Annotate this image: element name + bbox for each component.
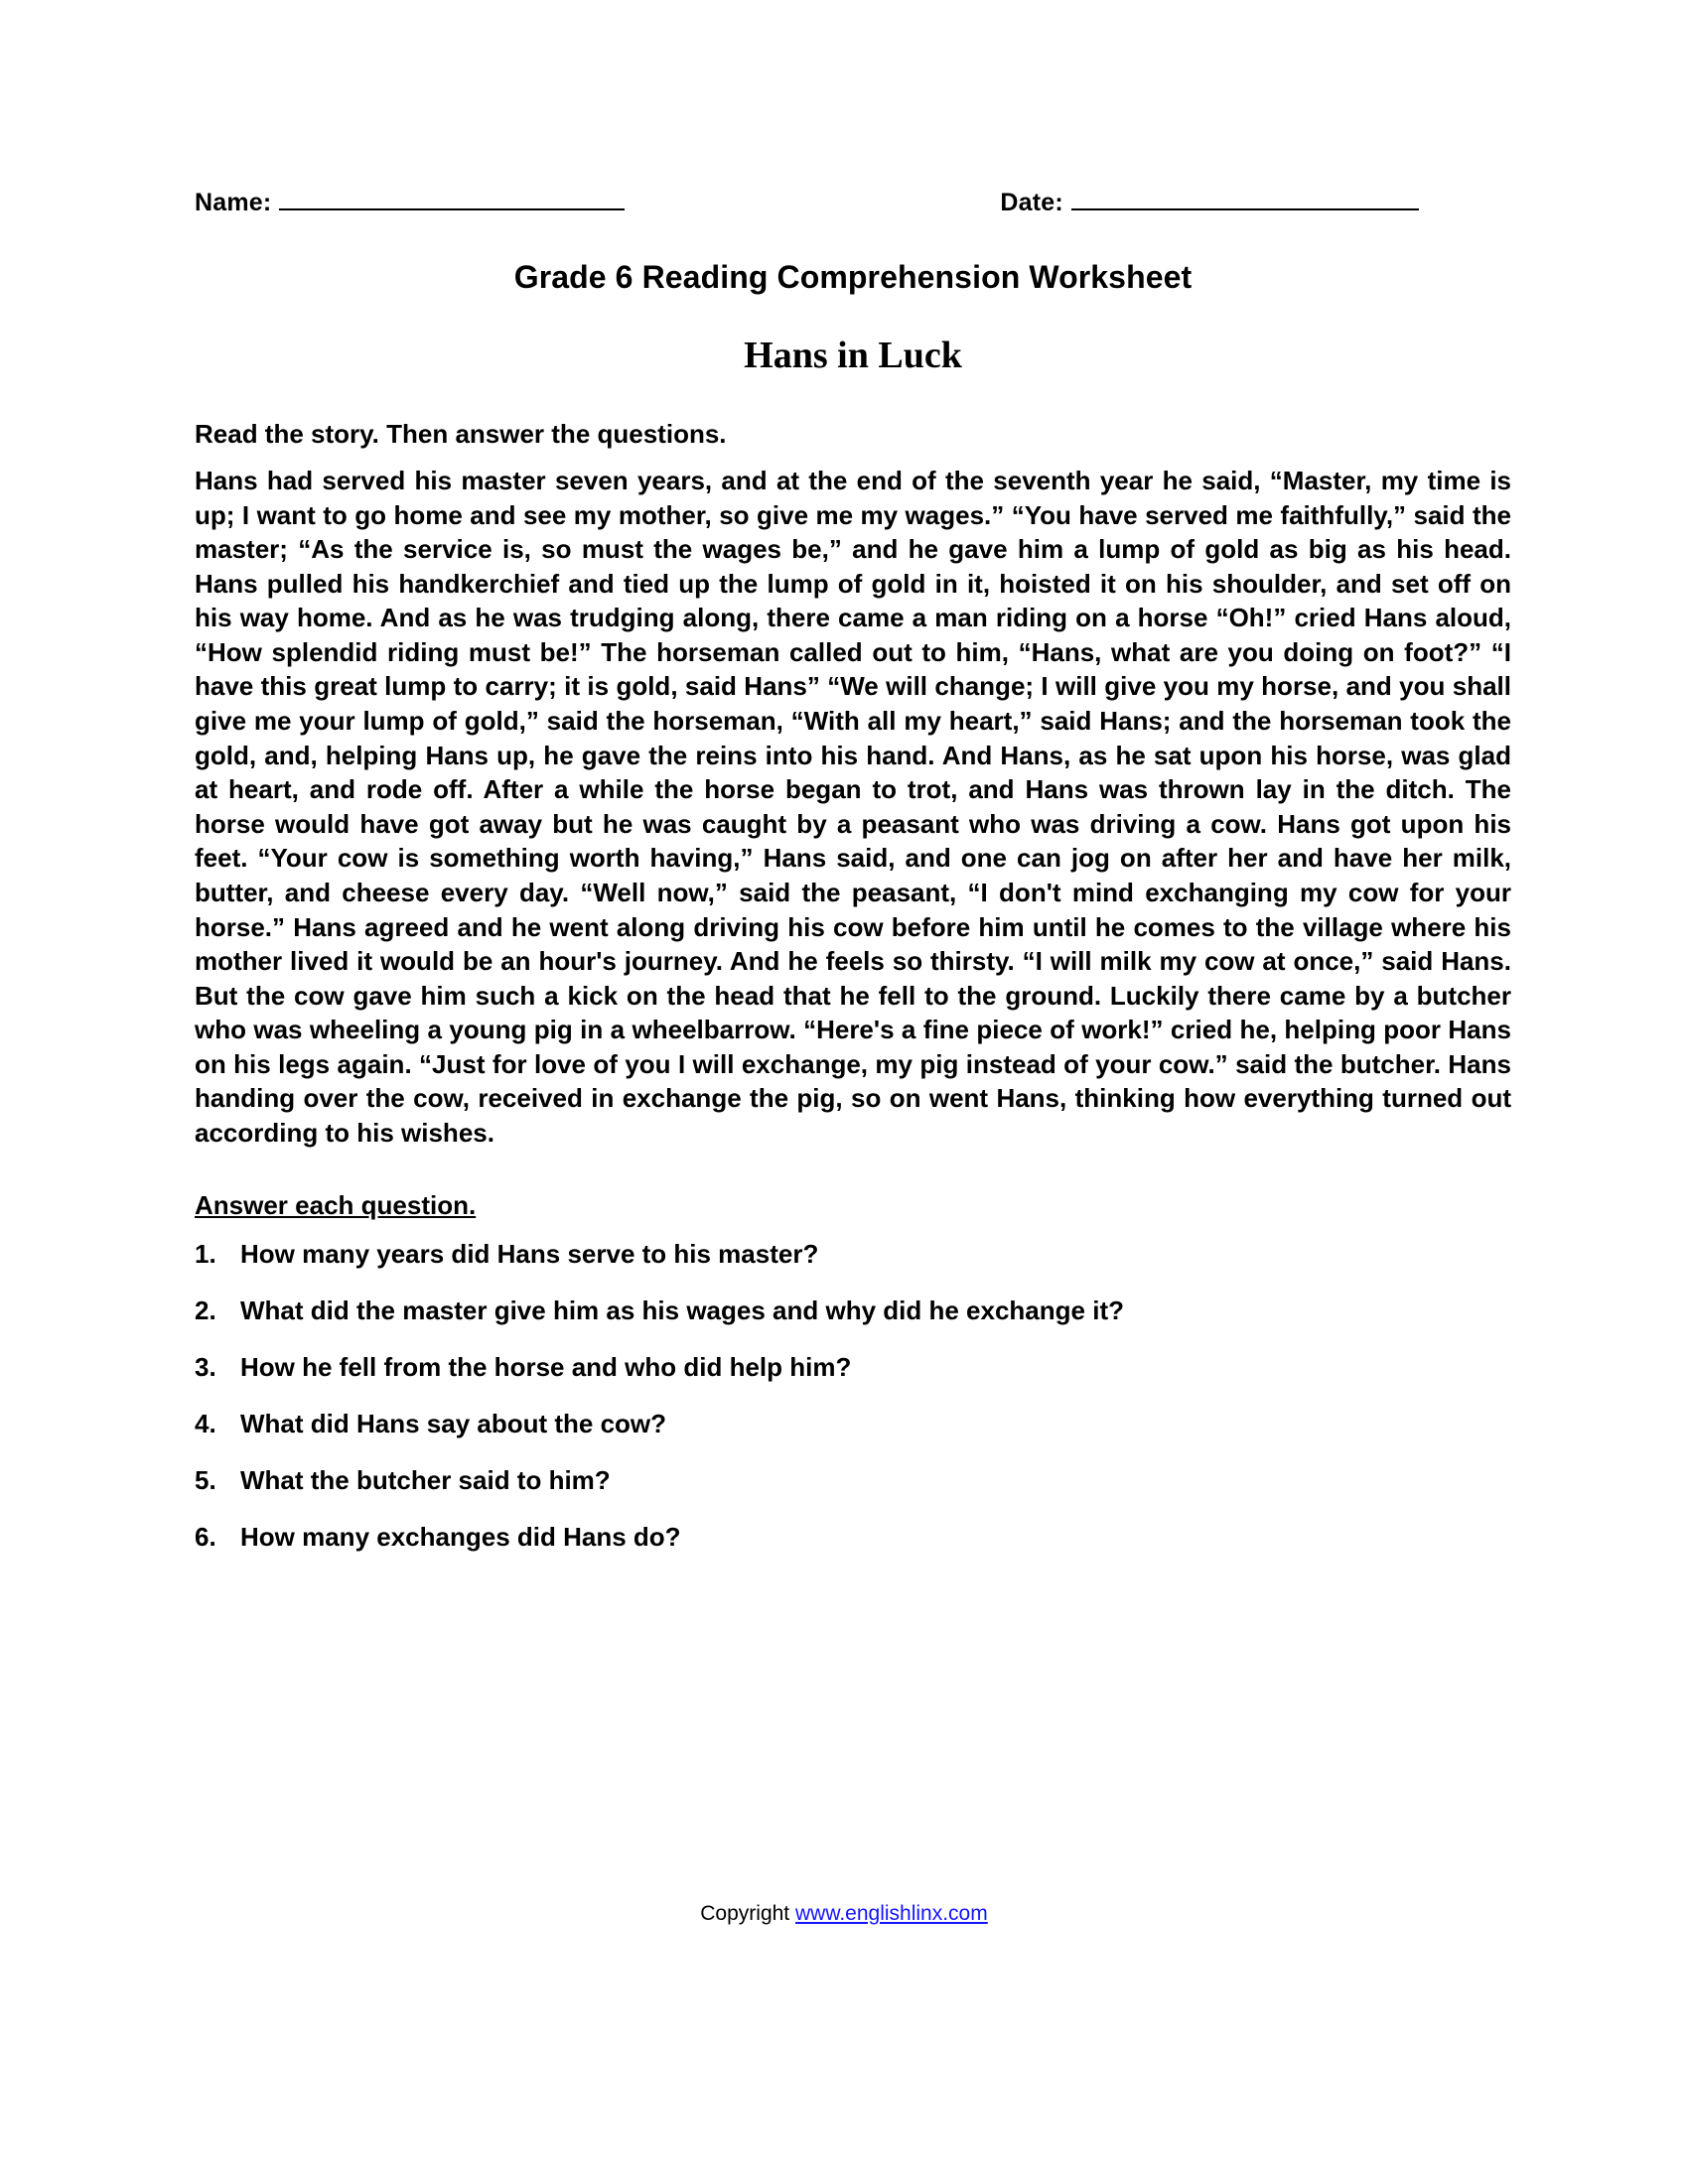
question-number: 6. <box>195 1521 216 1552</box>
question-number: 4. <box>195 1408 216 1438</box>
question-number: 2. <box>195 1295 216 1325</box>
worksheet-title: Grade 6 Reading Comprehension Worksheet <box>513 259 1193 295</box>
list-item <box>195 1296 1511 1326</box>
question-text: What did Hans say about the cow? <box>240 1408 667 1438</box>
copyright-label: Copyright <box>700 1902 795 1925</box>
page-footer <box>0 1902 1688 1926</box>
date-write-line[interactable] <box>1071 189 1419 210</box>
list-item <box>195 1239 1511 1270</box>
name-field[interactable] <box>195 189 625 217</box>
answer-section-heading: Answer each question. <box>195 1189 477 1220</box>
list-item <box>195 1352 1511 1383</box>
question-number: 5. <box>195 1464 216 1495</box>
story-title: Hans in Luck <box>744 335 962 376</box>
question-number: 3. <box>195 1351 216 1382</box>
name-label: Name: <box>195 189 272 216</box>
englishlinx-link[interactable]: www.englishlinx.com <box>794 1902 988 1925</box>
student-info-row <box>195 189 1511 217</box>
date-field[interactable] <box>1000 189 1419 217</box>
name-write-line[interactable] <box>279 189 625 210</box>
question-text: How he fell from the horse and who did help him? <box>240 1351 852 1382</box>
question-text: How many years did Hans serve to his master? <box>240 1238 819 1269</box>
question-text: What did the master give him as his wages and why did he exchange it? <box>240 1295 1124 1325</box>
question-text: What the butcher said to him? <box>240 1464 611 1495</box>
instructions-text: Read the story. Then answer the questions. <box>195 419 727 449</box>
question-number: 1. <box>195 1238 216 1269</box>
date-label: Date: <box>1000 189 1063 216</box>
story-passage: Hans had served his master seven years, and at the end of the seventh year he said, “Master, my time is up; I want to go home and see my mother, so give me my wages.” “You have served me faithfully,” said the master; “As the service is, so must the wages be,” and he gave him a lump of gold as big as his head. Hans pulled his handkerchief and tied up the lump of gold in it, hoisted it on his shoulder, and set off on his way home. And as he was trudging along, there came a man riding on a horse “Oh!” cried Hans aloud, “How splendid riding must be!” The horseman called out to him, “Hans, what are you doing on foot?” “I have this great lump to carry; it is gold, said Hans” “We will change; I will give you my horse, and you shall give me your lump of gold,” said the horseman, “With all my heart,” said Hans; and the horseman took the gold, and, helping Hans up, he gave the reins into his hand. And Hans, as he sat upon his horse, was glad at heart, and rode off. After a while the horse began to trot, and Hans was thrown lay in the ditch. The horse would have got away but he was caught by a peasant who was driving a cow. Hans got upon his feet. “Your cow is something worth having,” Hans said, and one can jog on after her and have her milk, butter, and cheese every day. “Well now,” said the peasant, “I don't mind exchanging my cow for your horse.” Hans agreed and he went along driving his cow before him until he comes to the village where his mother lived it would be an hour's journey. And he feels so thirsty. “I will milk my cow at once,” said Hans. But the cow gave him such a kick on the head that he fell to the ground. Luckily there came by a butcher who was wheeling a young pig in a wheelbarrow. “Here's a fine piece of work!” cried he, helping poor Hans on his legs again. “Just for love of you I will exchange, my pig instead of your cow.” said the butcher. Hans handing over the cow, received in exchange the pig, so on went Hans, thinking how everything turned out according to his wishes. <box>195 466 1511 1148</box>
list-item <box>195 1409 1511 1439</box>
question-list <box>195 1239 1511 1553</box>
list-item <box>195 1465 1511 1496</box>
question-text: How many exchanges did Hans do? <box>240 1521 681 1552</box>
list-item <box>195 1522 1511 1553</box>
